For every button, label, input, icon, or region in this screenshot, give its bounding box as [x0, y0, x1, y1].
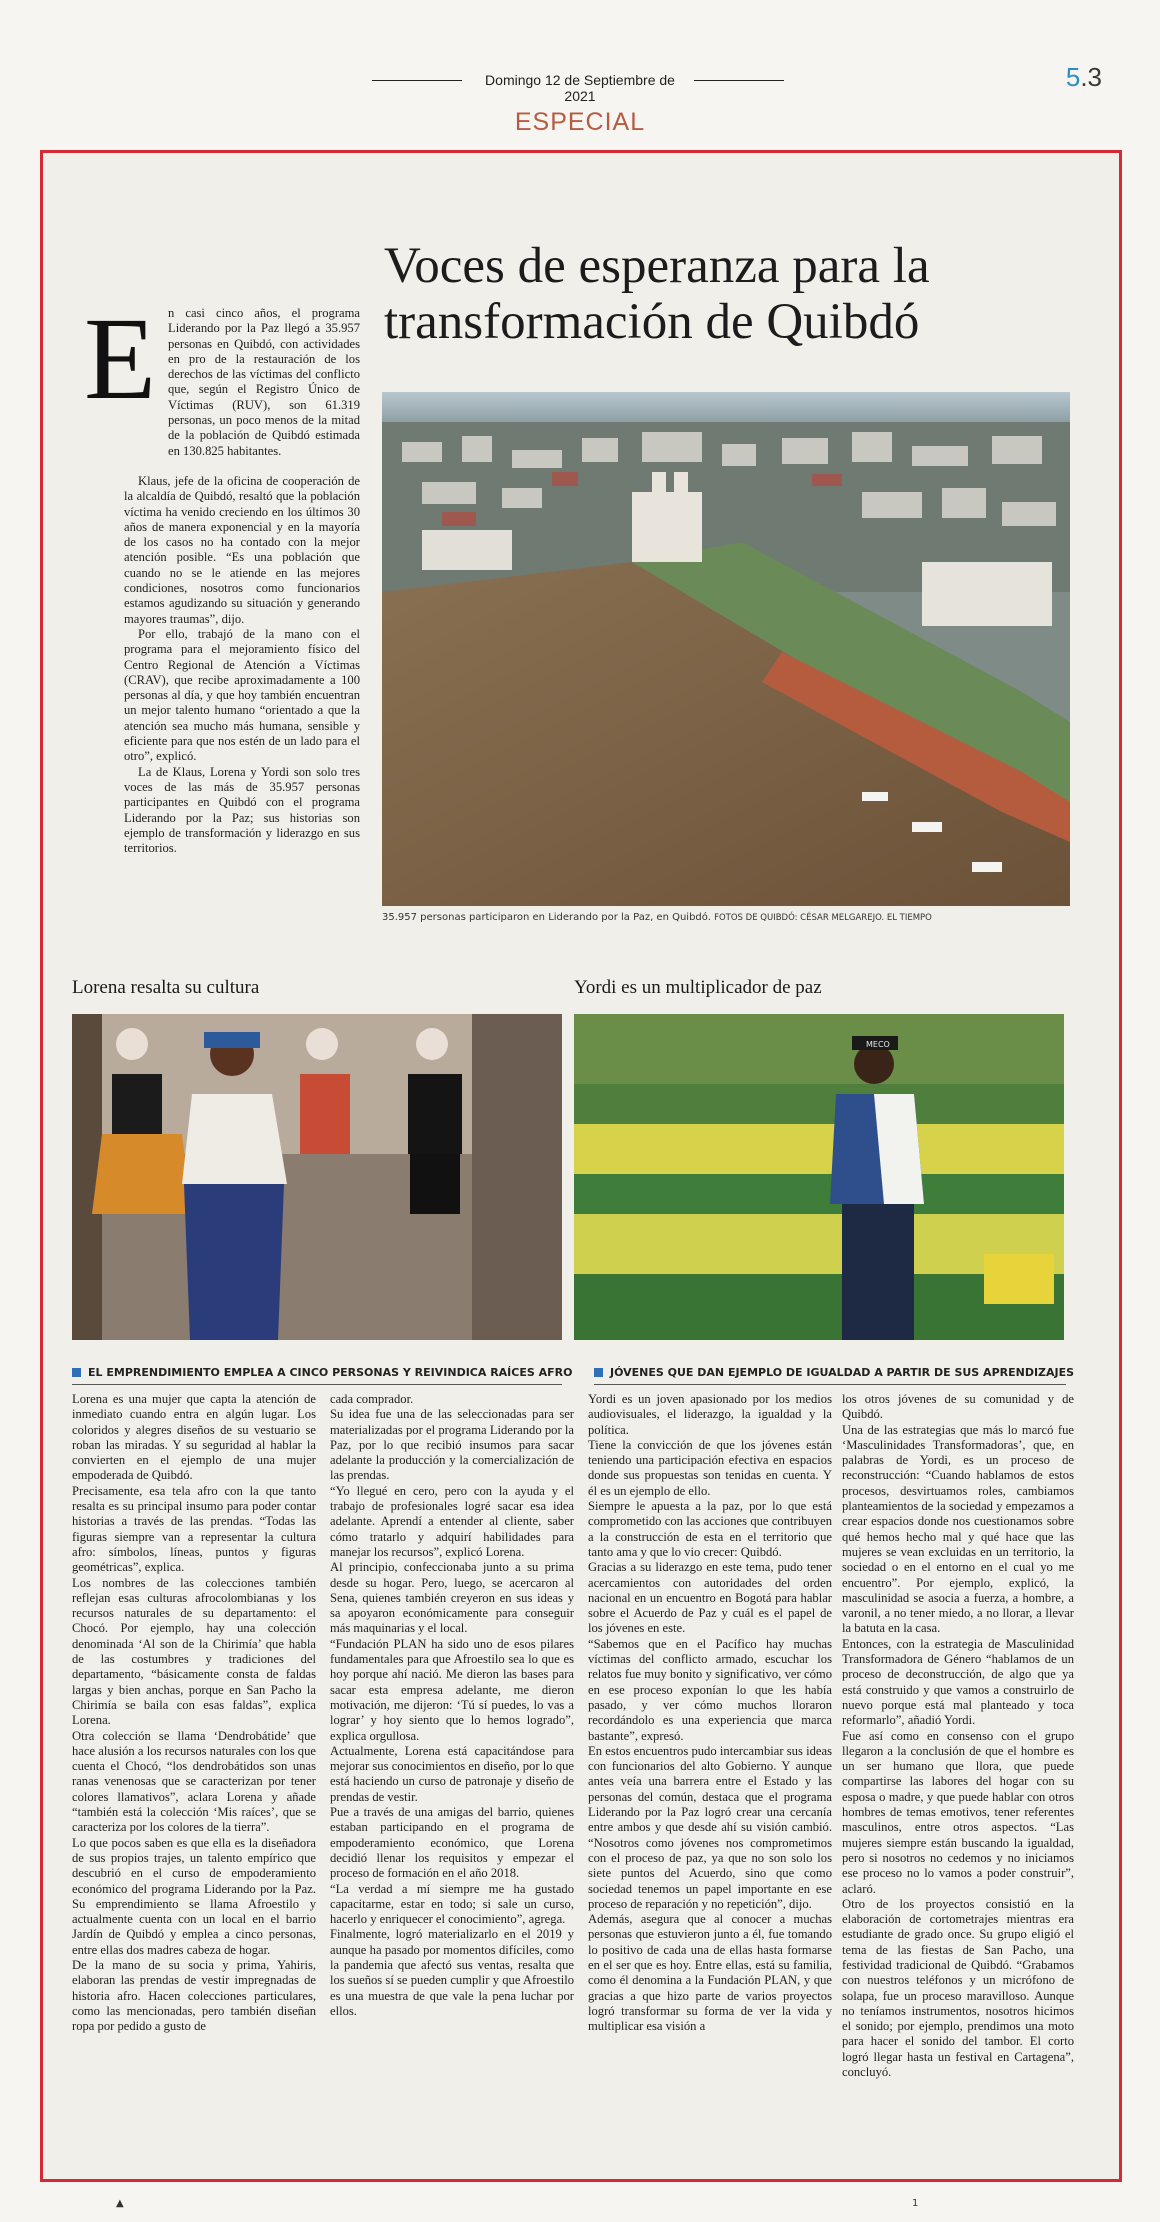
cap-text: MECO	[866, 1040, 890, 1049]
photo-credit: FOTOS DE QUIBDÓ: CÉSAR MELGAREJO. EL TIEMPO	[714, 913, 932, 923]
intro-paragraph: La de Klaus, Lorena y Yordi son solo tres voces de las más de 35.957 personas participantes en Quibdó con el programa Liderando por la Paz; sus historias son ejemplo de transformación y liderazgo en sus territorios.	[124, 764, 360, 856]
intro-paragraph: Por ello, trabajó de la mano con el programa para el mejoramiento físico del Centro Regional de Atención a Víctimas (CRAV), que recibe aproximadamente a 100 personas al día, y que hoy también encuentran un mejor talento humano “orientado a que la atención sea mucho más humana, sensible y eficiente para que nos estén de un lado para el otro”, explicó.	[124, 626, 360, 764]
kicker-square-icon	[72, 1368, 81, 1377]
page-number: 5.3	[1065, 62, 1102, 92]
lorena-photo	[72, 1014, 562, 1340]
intro-first-paragraph: n casi cinco años, el programa Liderando por la Paz llegó a 35.957 personas en Quibdó, con actividades en pro de la restauración de los derechos de las víctimas del conflicto que, según el Registro Único de Víctimas (RUV), son 61.319 personas, un poco menos de la mitad de la población de Quibdó estimada en 130.825 habitantes.	[168, 306, 360, 458]
kicker-rule-lorena	[72, 1384, 562, 1385]
yordi-photo-illustration	[574, 1014, 1064, 1340]
lorena-paragraph: Los nombres de las colecciones también reflejan esas culturas afrocolombianas y los recursos naturales de su departamento: el Chocó. Por ejemplo, hay una colección denominada ‘Al son de la Chirimía’ que habla de las costumbres y tradiciones del departamento, “básicamente consta de faldas largas y bien anchas, porque en San Pacho la Chirimía se baila con esas faldas”, explica Lorena.	[72, 1575, 316, 1728]
footer-mark-right: 1	[912, 2198, 919, 2209]
yordi-paragraph: Además, asegura que al conocer a muchas personas que estuvieron junto a él, fue tomando lo positivo de cada una de ellas hasta formarse en el ser que es hoy. Entre ellas, está su familia, como él denomina a la Fundación PLAN, y que gracias a que hizo parte de varios proyectos logró transformar su forma de ver la vida y multiplicar esa visión a	[588, 1912, 832, 2034]
yordi-paragraph: Una de las estrategias que más lo marcó fue ‘Masculinidades Transformadoras’, que, en palabras de Yordi, es un proceso de reconstrucción: “Cuando hablamos de estos procesos, desvirtuamos roles, cambiamos planteamientos de la sociedad y empezamos a crear espacios donde nos cuestionamos sobre qué hemos hecho mal y qué hace que las mujeres se vean excluidas en un territorio, la sociedad o en el entorno en el cual yo me encuentro”. Por ejemplo, explicó, la masculinidad se asocia a fuerza, a hombre, a varonil, a no tener miedo, a no llorar, a llevar la batuta en la casa.	[842, 1422, 1074, 1636]
kicker-yordi: JÓVENES QUE DAN EJEMPLO DE IGUALDAD A PARTIR DE SUS APRENDIZAJES	[594, 1366, 1074, 1379]
lorena-paragraph: Su idea fue una de las seleccionadas para ser materializadas por el programa Liderando por la Paz, por lo que recibió insumos para sacar adelante la producción y la comercialización de las prendas.	[330, 1407, 574, 1483]
aerial-photo-quibdo	[382, 392, 1070, 906]
yordi-photo	[574, 1014, 1064, 1340]
footer-mark-left: ▲	[116, 2198, 124, 2209]
lorena-paragraph: Finalmente, logró materializarlo en el 2019 y aunque ha pasado por momentos difíciles, como la pandemia que afectó sus ventas, resalta que los sueños sí se pueden cumplir y que Afroestilo es una muestra de que vale la pena luchar por ellos.	[330, 1927, 574, 2018]
lorena-column-1	[72, 1392, 316, 2034]
drop-cap: E	[84, 293, 157, 424]
yordi-paragraph: Entonces, con la estrategia de Masculinidad Transformadora de Género “hablamos de un proceso de deconstrucción, de algo que ya está construido y que vamos a construirlo de nuevo porque está mal planteado y toca reformarlo”, añadió Yordi.	[842, 1636, 1074, 1728]
issue-date: Domingo 12 de Septiembre de 2021	[485, 72, 675, 104]
intro-paragraph: Klaus, jefe de la oficina de cooperación de la alcaldía de Quibdó, resaltó que la población víctima ha venido creciendo en los últimos 30 años de manera exponencial y en la mayoría de los casos no ha contado con la mejor atención posible. “Es una población que cuando no se le atiende en las mejores condiciones, nosotros como funcionarios estamos agudizando su situación y generando mayores traumas”, dijo.	[124, 474, 360, 626]
yordi-paragraph: Fue así como en consenso con el grupo llegaron a la conclusión de que el hombre es un ser humano que llora, que puede compartirse las labores del hogar con su esposa o madre, y que puede hablar con otros hombres de temas emotivos, tener referentes masculinos, entre otros aspectos. “Las mujeres siempre están buscando la igualdad, pero si nosotros no cedemos y no iniciamos ese proceso no lo vamos a poder construir”, aclaró.	[842, 1728, 1074, 1896]
masthead	[0, 62, 1160, 102]
lorena-paragraph: “Yo llegué en cero, pero con la ayuda y el trabajo de profesionales logré sacar esa idea adelante. Aprendí a entender al cliente, saber cómo tratarlo y adquirí habilidades para manejar los recursos”, explicó Lorena.	[330, 1483, 574, 1559]
kicker-square-icon	[594, 1368, 603, 1377]
lorena-paragraph: Pue a través de una amigas del barrio, quienes estaban participando en el programa de empoderamiento económico, que Lorena decidió llenar los requisitos y empezar el proceso de formación en el año 2018.	[330, 1805, 574, 1881]
yordi-paragraph: Tiene la convicción de que los jóvenes están teniendo una participación efectiva en espacios donde sus propuestas son tenidas en cuenta. Y él es un ejemplo de ello.	[588, 1437, 832, 1498]
masthead-rule-left	[372, 80, 462, 81]
yordi-paragraph: Gracias a su liderazgo en este tema, pudo tener acercamientos con autoridades del orden nacional en un encuentro en Bogotá para hablar sobre el Acuerdo de Paz y cuál es el papel de los jóvenes en este.	[588, 1560, 832, 1636]
section-label: ESPECIAL	[514, 108, 646, 136]
lorena-paragraph: Al principio, confeccionaba junto a su prima desde su hogar. Pero, luego, se acercaron al Sena, quienes también creyeron en sus ideas y sa apoyaron económicamente para conseguir más maquinarias y el local.	[330, 1560, 574, 1636]
yordi-column-1	[588, 1392, 832, 2034]
intro-body	[124, 474, 360, 856]
yordi-paragraph: “Sabemos que en el Pacífico hay muchas víctimas del conflicto armado, escuchar los relatos fue muy bonito y significativo, ver cómo en ese proceso exponían lo que les había pasado, y ver cómo muchos lloraron recordándolo es una experiencia que marca bastante”, expresó.	[588, 1636, 832, 1743]
yordi-paragraph: Siempre le apuesta a la paz, por lo que está comprometido con las acciones que contribuyen a la construcción de esta en el territorio que tanto ama y que lo vio crecer: Quibdó.	[588, 1499, 832, 1559]
yordi-paragraph: Yordi es un joven apasionado por los medios audiovisuales, el liderazgo, la igualdad y la política.	[588, 1392, 832, 1437]
kicker-lorena: EL EMPRENDIMIENTO EMPLEA A CINCO PERSONAS Y REIVINDICA RAÍCES AFRO	[72, 1366, 572, 1379]
kicker-rule-yordi	[594, 1384, 1066, 1385]
lorena-paragraph: Lorena es una mujer que capta la atención de inmediato cuando entra en algún lugar. Los coloridos y alegres diseños de su vestuario se roban las miradas. Y su seguridad al hablar la convierten en el ejemplo de una mujer empoderada de Quibdó.	[72, 1392, 316, 1483]
caption-text: 35.957 personas participaron en Liderando por la Paz, en Quibdó.	[382, 912, 711, 923]
lorena-paragraph: cada comprador.	[330, 1392, 414, 1406]
masthead-rule-right	[694, 80, 784, 81]
lorena-paragraph: De la mano de su socia y prima, Yahiris, elaboran las prendas de vestir impregnadas de historia afro. Hacen colecciones particulares, como las mencionadas, pero también diseñan ropa por pedido a gusto de	[72, 1957, 316, 2034]
lorena-paragraph: Otra colección se llama ‘Dendrobátide’ que hace alusión a los recursos naturales con los que cuenta el Chocó, “los dendrobátidos son unas ranas venenosas que se caracterizan por tener colores llamativos”, aclara Lorena y añade “también está la colección ‘Mis raíces’, que se caracteriza por los colores de la tierra”.	[72, 1728, 316, 1835]
subhead-lorena: Lorena resalta su cultura	[72, 977, 260, 998]
yordi-paragraph: Otro de los proyectos consistió en la elaboración de cortometrajes mientras era estudiante de grado once. Su grupo eligió el tema de las fiestas de San Pacho, una festividad tradicional de Quibdó. “Grabamos con nuestros teléfonos y un micrófono de solapa, fue un proceso maravilloso. Aunque no teníamos instrumentos, nosotros hicimos el sonido; por ejemplo, prendimos una moto para hacer el sonido del tambor. El corto logró llegar hasta un festival en Cartagena”, concluyó.	[842, 1896, 1074, 2080]
lorena-paragraph: “La verdad a mí siempre me ha gustado capacitarme, estar en todo; si sale un curso, hacerlo y enriquecer el conocimiento”, agrega.	[330, 1881, 574, 1927]
yordi-paragraph: En estos encuentros pudo intercambiar sus ideas con funcionarios del alto Gobierno. Y aunque antes veía una barrera entre el Estado y las personas del común, destaca que el programa Liderando por la Paz logró crear una cercanía entre ambos y que desde ahí su visión cambió. “Nosotros como jóvenes nos comprometimos con el proceso de paz, ya que no son solo los siete puntos del Acuerdo, sino que como sociedad tenemos un papel importante en ese proceso de reparación y no repetición”, dijo.	[588, 1743, 832, 1911]
photo-caption	[382, 912, 1082, 923]
yordi-paragraph: los otros jóvenes de su comunidad y de Quibdó.	[842, 1392, 1074, 1422]
article-headline: Voces de esperanza para la transformación de Quibdó	[384, 238, 930, 350]
lorena-paragraph: Precisamente, esa tela afro con la que tanto resalta es su principal insumo para poder contar historias a través de las prendas. “Todas las figuras siempre van a representar la cultura afro: símbolos, líneas, puntos y figuras geométricas”, explica.	[72, 1483, 316, 1575]
aerial-photo-illustration	[382, 392, 1070, 906]
subhead-yordi: Yordi es un multiplicador de paz	[574, 977, 822, 998]
lorena-paragraph: “Fundación PLAN ha sido uno de esos pilares fundamentales para que Afroestilo sea lo que es hoy porque ahí nació. Me dieron las bases para sacar esta empresa adelante, me dieron motivación, me dijeron: ‘Tú sí puedes, lo vas a lograr’ y hoy siento que lo hemos logrado”, explica orgullosa.	[330, 1636, 574, 1743]
lorena-photo-illustration	[72, 1014, 562, 1340]
lorena-paragraph: Actualmente, Lorena está capacitándose para mejorar sus conocimientos en diseño, por lo que está haciendo un curso de patronaje y diseño de prendas de vestir.	[330, 1743, 574, 1804]
yordi-column-2	[842, 1392, 1074, 2080]
lorena-paragraph: Lo que pocos saben es que ella es la diseñadora de sus propios trajes, un talento empírico que descubrió en el curso de empoderamiento económico del programa Liderando por la Paz. Su emprendimiento se llama Afroestilo y actualmente cuenta con un local en el barrio Jardín de Quibdó y emplea a cinco personas, entre ellas dos madres cabeza de hogar.	[72, 1835, 316, 1957]
lorena-column-2	[330, 1392, 574, 2019]
